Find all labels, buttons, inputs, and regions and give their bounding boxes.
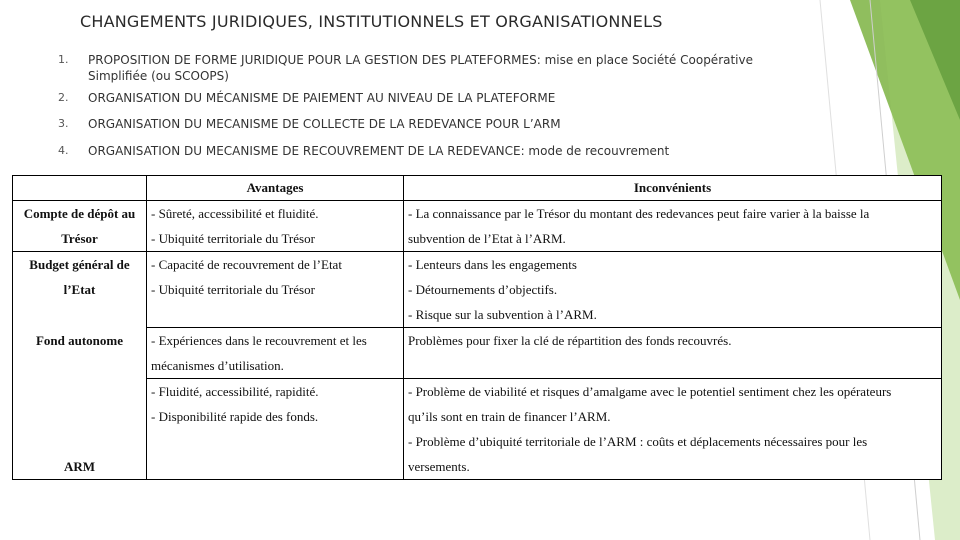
points-list: [58, 52, 758, 163]
inconvenients-cell: [404, 379, 942, 480]
avantage-line: - Ubiquité territoriale du Trésor: [151, 231, 315, 246]
row-head-arm: [13, 379, 147, 480]
list-item-text: ORGANISATION DU MÉCANISME DE PAIEMENT AU NIVEAU DE LA PLATEFORME: [88, 91, 556, 105]
inconvenient-line: versements.: [408, 459, 470, 474]
row-head-line: Trésor: [61, 231, 98, 246]
list-item: [58, 90, 758, 116]
inconvenient-line: Problèmes pour fixer la clé de répartition des fonds recouvrés.: [408, 333, 732, 348]
header-empty: [13, 176, 147, 201]
avantage-line: - Sûreté, accessibilité et fluidité.: [151, 206, 319, 221]
inconvenient-line: - Détournements d’objectifs.: [408, 282, 558, 297]
list-item: [58, 116, 758, 143]
inconvenient-line: - Problème de viabilité et risques d’amalgame avec le potentiel sentiment chez les opérateurs: [408, 384, 892, 399]
avantages-cell: [147, 379, 404, 480]
inconvenient-line: subvention de l’Etat à l’ARM.: [408, 231, 566, 246]
avantages-cell: [147, 328, 404, 379]
header-avantages: Avantages: [147, 176, 404, 201]
list-item-text: ORGANISATION DU MECANISME DE COLLECTE DE LA REDEVANCE POUR L’ARM: [88, 117, 561, 131]
header-inconvenients: Inconvénients: [404, 176, 942, 201]
row-head-line: ARM: [63, 459, 96, 474]
avantage-line: mécanismes d’utilisation.: [151, 358, 284, 373]
table-row: [13, 201, 942, 252]
inconvenient-line: - Lenteurs dans les engagements: [408, 257, 577, 272]
row-head-line: Budget général de: [29, 257, 130, 272]
list-item-text: PROPOSITION DE FORME JURIDIQUE POUR LA GESTION DES PLATEFORMES: mise en place Société Coopérative Simplifiée (ou SCOOPS): [88, 53, 754, 83]
inconvenient-line: - Problème d’ubiquité territoriale de l’ARM : coûts et déplacements nécessaires pour les: [408, 434, 868, 449]
row-head-line: l’Etat: [63, 282, 96, 297]
table-header-row: [13, 176, 942, 201]
row-head-budget-general: [13, 252, 147, 328]
avantage-line: - Disponibilité rapide des fonds.: [151, 409, 319, 424]
avantage-line: - Fluidité, accessibilité, rapidité.: [151, 384, 319, 399]
list-item-number: 3.: [58, 117, 69, 130]
table-row: [13, 328, 942, 379]
inconvenient-line: - Risque sur la subvention à l’ARM.: [408, 307, 597, 322]
list-item-number: 1.: [58, 53, 69, 66]
row-head-line: Compte de dépôt au: [23, 206, 136, 221]
row-head-compte-depot: [13, 201, 147, 252]
inconvenients-cell: [404, 328, 942, 379]
avantage-line: - Expériences dans le recouvrement et les: [151, 333, 367, 348]
avantage-line: - Ubiquité territoriale du Trésor: [151, 282, 315, 297]
inconvenients-cell: [404, 201, 942, 252]
avantage-line: - Capacité de recouvrement de l’Etat: [151, 257, 342, 272]
table-row: [13, 252, 942, 328]
list-item-number: 4.: [58, 144, 69, 157]
avantages-cell: [147, 201, 404, 252]
inconvenient-line: - La connaissance par le Trésor du montant des redevances peut faire varier à la baisse la: [408, 206, 870, 221]
row-head-fond-autonome: [13, 328, 147, 379]
comparison-table: [12, 175, 942, 480]
row-head-line: Fond autonome: [35, 332, 124, 348]
inconvenients-cell: [404, 252, 942, 328]
page-title: CHANGEMENTS JURIDIQUES, INSTITUTIONNELS ET ORGANISATIONNELS: [80, 12, 663, 31]
inconvenient-line: qu’ils sont en train de financer l’ARM.: [408, 409, 611, 424]
list-item: [58, 52, 758, 90]
list-item: [58, 143, 758, 163]
list-item-number: 2.: [58, 91, 69, 104]
avantages-cell: [147, 252, 404, 328]
table-row: [13, 379, 942, 480]
list-item-text: ORGANISATION DU MECANISME DE RECOUVREMENT DE LA REDEVANCE: mode de recouvrement: [88, 144, 670, 158]
